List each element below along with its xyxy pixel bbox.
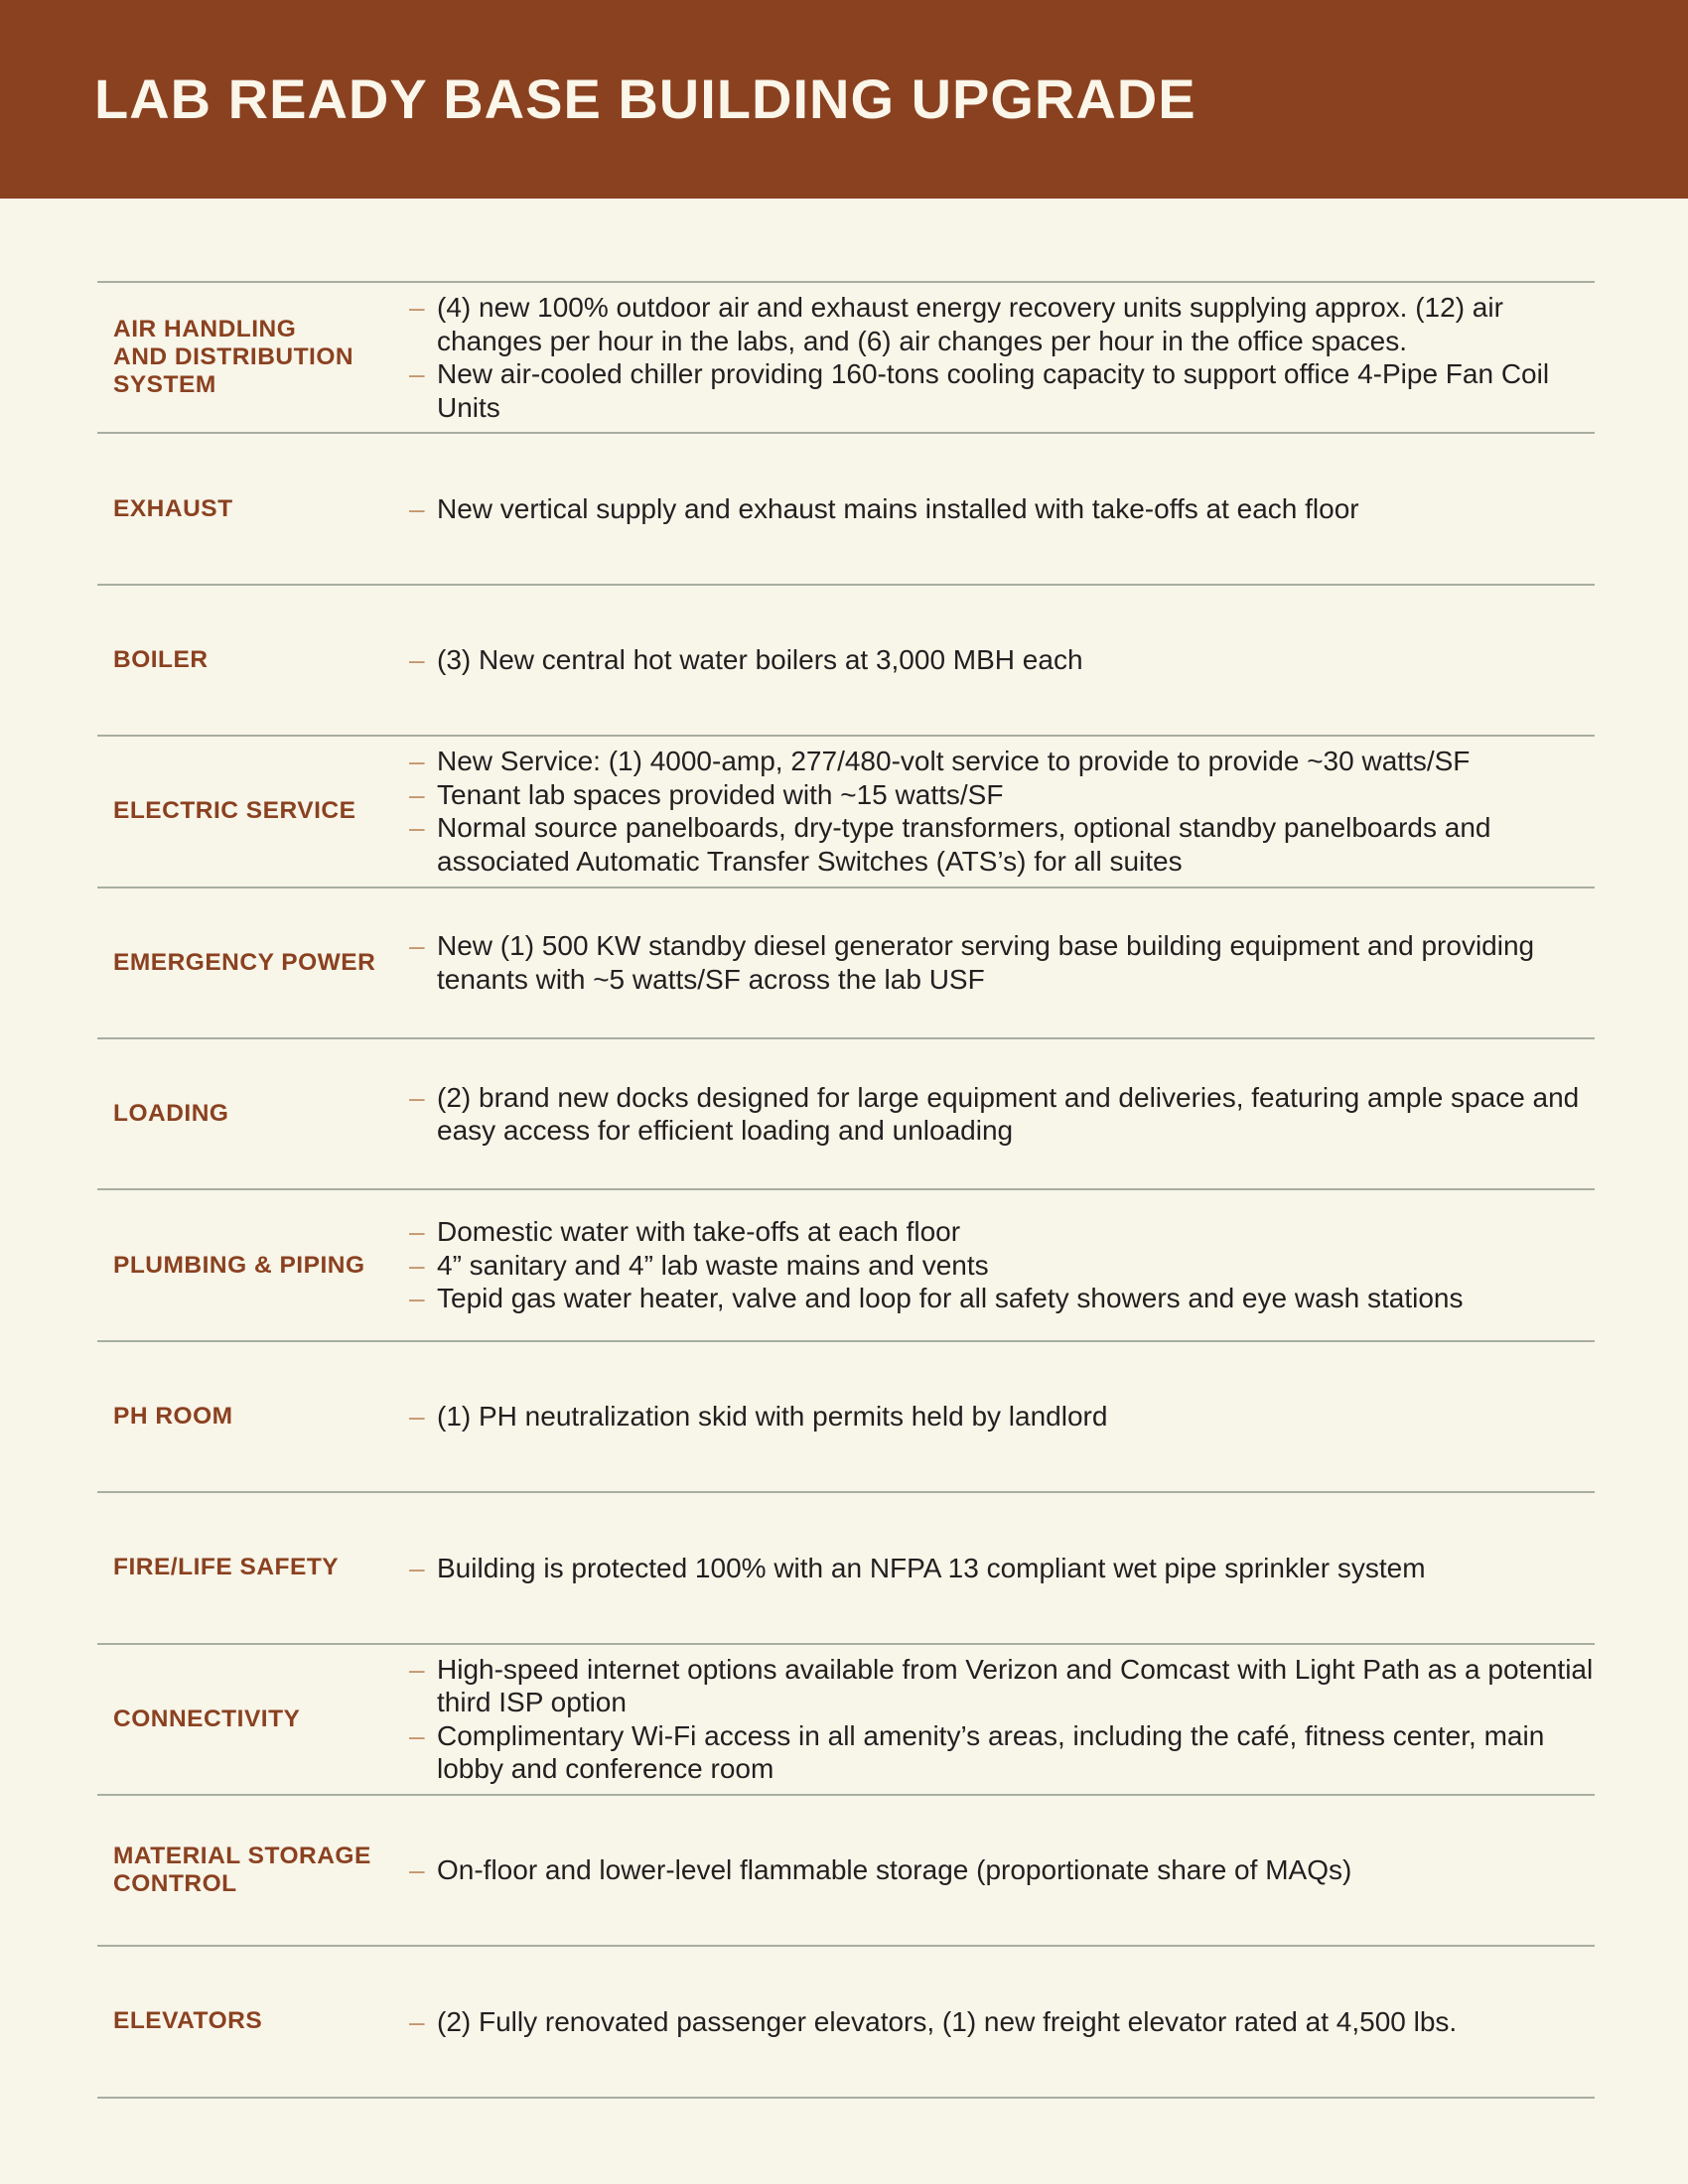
bullet-dash: – [409, 778, 425, 810]
spec-item-text: (3) New central hot water boilers at 3,000 MBH each [437, 644, 1083, 676]
spec-row-label: ELEVATORS [113, 2007, 263, 2035]
spec-item-text: New Service: (1) 4000-amp, 277/480-volt service to provide to provide ~30 watts/SF [437, 746, 1471, 777]
spec-row [97, 1190, 1595, 1341]
spec-item [395, 1215, 1595, 1249]
spec-row-items [395, 1853, 1595, 1887]
spec-row-items [395, 1081, 1595, 1148]
spec-row-label: PH ROOM [113, 1402, 233, 1430]
spec-row-items [395, 2005, 1595, 2039]
bullet-dash: – [409, 644, 425, 676]
spec-item-text: New vertical supply and exhaust mains installed with take-offs at each floor [437, 492, 1359, 524]
spec-row [97, 888, 1595, 1039]
spec-row-items [395, 1400, 1595, 1433]
spec-row [97, 586, 1595, 737]
spec-item-text: (2) brand new docks designed for large equipment and deliveries, featuring ample space and easy access for efficient loading and unloading [437, 1081, 1580, 1147]
spec-item [395, 1853, 1595, 1887]
bullet-dash: – [409, 292, 425, 324]
bullet-dash: – [409, 812, 425, 844]
spec-item-text: (4) new 100% outdoor air and exhaust energy recovery units supplying approx. (12) air changes per hour in the labs, and (6) air changes per hour in the office spaces. [437, 292, 1503, 356]
bullet-dash: – [409, 1854, 425, 1886]
spec-item [395, 1552, 1595, 1585]
spec-item [395, 1719, 1595, 1786]
bullet-dash: – [409, 492, 425, 524]
spec-row-items [395, 1215, 1595, 1315]
bullet-dash: – [409, 930, 425, 962]
spec-row-label: EXHAUST [113, 494, 233, 522]
spec-item-text: Normal source panelboards, dry-type transformers, optional standby panelboards and associated Automatic Transfer Switches (ATS’s) for all suites [437, 812, 1491, 877]
spec-table [97, 281, 1595, 2099]
spec-item [395, 1653, 1595, 1719]
spec-item [395, 291, 1595, 357]
spec-item [395, 811, 1595, 878]
page-header [0, 0, 1688, 199]
bullet-dash: – [409, 358, 425, 390]
spec-item [395, 929, 1595, 996]
spec-row-label: LOADING [113, 1100, 229, 1128]
spec-row [97, 434, 1595, 585]
bullet-dash: – [409, 1552, 425, 1583]
spec-item-text: Tenant lab spaces provided with ~15 watts/SF [437, 778, 1004, 810]
spec-row-items [395, 745, 1595, 878]
bullet-dash: – [409, 1653, 425, 1685]
bullet-dash: – [409, 1719, 425, 1751]
spec-row-label: AIR HANDLING AND DISTRIBUTION SYSTEM [113, 316, 354, 399]
spec-item-text: 4” sanitary and 4” lab waste mains and vents [437, 1249, 989, 1281]
spec-row-label: ELECTRIC SERVICE [113, 797, 356, 825]
spec-row-label: FIRE/LIFE SAFETY [113, 1554, 340, 1581]
spec-row [97, 283, 1595, 434]
spec-item-text: New (1) 500 KW standby diesel generator serving base building equipment and providing tenants with ~5 watts/SF across the lab USF [437, 930, 1535, 995]
spec-item-text: Domestic water with take-offs at each floor [437, 1216, 961, 1248]
spec-row [97, 737, 1595, 887]
spec-row-items [395, 929, 1595, 996]
spec-row [97, 1947, 1595, 2098]
bullet-dash: – [409, 1283, 425, 1314]
spec-row-label: PLUMBING & PIPING [113, 1251, 365, 1279]
page-title: LAB READY BASE BUILDING UPGRADE [94, 68, 1196, 130]
spec-item-text: (2) Fully renovated passenger elevators, (1) new freight elevator rated at 4,500 lbs. [437, 2005, 1458, 2037]
spec-item [395, 1081, 1595, 1148]
spec-item-text: Complimentary Wi-Fi access in all amenity’s areas, including the café, fitness center, main lobby and conference room [437, 1719, 1545, 1785]
bullet-dash: – [409, 746, 425, 777]
bullet-dash: – [409, 2005, 425, 2037]
spec-item-text: High-speed internet options available from Verizon and Comcast with Light Path as a potential third ISP option [437, 1653, 1594, 1718]
spec-item [395, 2005, 1595, 2039]
spec-row-label: BOILER [113, 645, 209, 673]
bullet-dash: – [409, 1216, 425, 1248]
spec-row [97, 1342, 1595, 1493]
spec-row [97, 1493, 1595, 1644]
spec-row [97, 1039, 1595, 1190]
spec-item [395, 357, 1595, 424]
spec-item [395, 1282, 1595, 1315]
spec-row-items [395, 291, 1595, 424]
spec-item-text: Tepid gas water heater, valve and loop for all safety showers and eye wash stations [437, 1283, 1464, 1314]
spec-row-items [395, 1552, 1595, 1585]
spec-item [395, 1249, 1595, 1283]
bullet-dash: – [409, 1401, 425, 1433]
spec-row-items [395, 1653, 1595, 1786]
spec-item-text: New air-cooled chiller providing 160-tons cooling capacity to support office 4-Pipe Fan Coil Units [437, 358, 1550, 423]
spec-item [395, 492, 1595, 526]
spec-item [395, 643, 1595, 677]
spec-row-label: EMERGENCY POWER [113, 948, 376, 976]
spec-row-label: MATERIAL STORAGE CONTROL [113, 1843, 371, 1898]
spec-item [395, 1400, 1595, 1433]
spec-item-text: On-floor and lower-level flammable storage (proportionate share of MAQs) [437, 1854, 1352, 1886]
spec-item-text: Building is protected 100% with an NFPA 13 compliant wet pipe sprinkler system [437, 1552, 1426, 1583]
spec-row [97, 1645, 1595, 1796]
bullet-dash: – [409, 1249, 425, 1281]
spec-item [395, 778, 1595, 812]
spec-item [395, 745, 1595, 778]
spec-item-text: (1) PH neutralization skid with permits held by landlord [437, 1401, 1108, 1433]
spec-row-items [395, 643, 1595, 677]
spec-row-label: CONNECTIVITY [113, 1705, 301, 1732]
bullet-dash: – [409, 1081, 425, 1113]
spec-row [97, 1796, 1595, 1947]
spec-row-items [395, 492, 1595, 526]
